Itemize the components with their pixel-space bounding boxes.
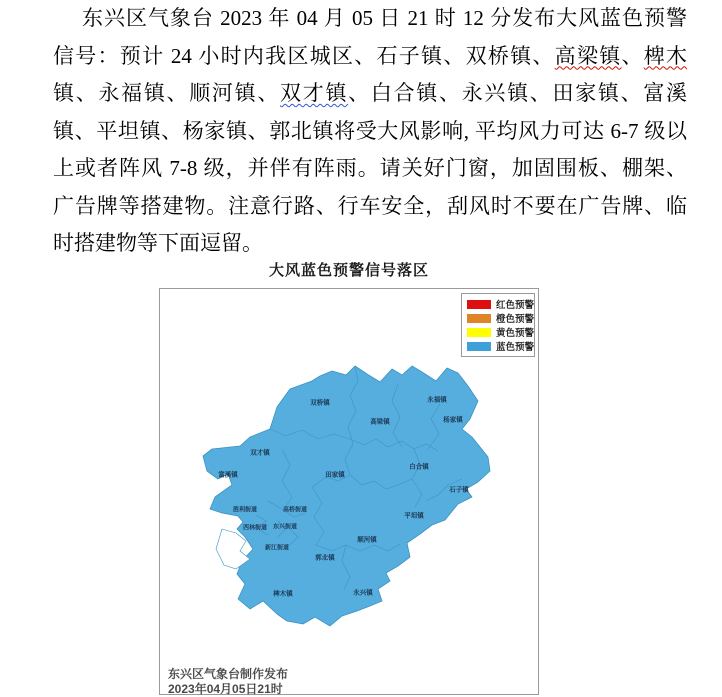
spellcheck-marked-text: 椑木 — [643, 43, 688, 68]
warning-text-line — [53, 113, 687, 151]
legend-label: 黄色预警 — [496, 328, 535, 339]
map-town-label: 高梁镇 — [370, 418, 390, 426]
legend-color-swatch — [467, 300, 491, 309]
legend-label: 橙色预警 — [496, 314, 535, 325]
warning-text-line — [53, 188, 687, 226]
warning-text-line — [53, 75, 687, 113]
legend-color-swatch — [467, 314, 491, 323]
legend-color-swatch — [467, 342, 491, 351]
map-town-label: 西林街道 — [242, 525, 268, 532]
map-attribution-line2: 2023年04月05日21时 — [168, 682, 283, 696]
map-town-label: 郭北镇 — [315, 554, 335, 562]
warning-text-segment: 信号：预计 24 小时内我区城区、石子镇、双桥镇、 — [53, 43, 555, 68]
legend-color-swatch — [467, 328, 491, 337]
legend-row — [467, 340, 535, 353]
map-town-label: 顺河镇 — [357, 536, 377, 544]
map-town-label: 双桥镇 — [310, 399, 330, 407]
map-town-label: 永兴镇 — [353, 589, 373, 597]
warning-text-segment: 上或者阵风 7-8 级，并伴有阵雨。请关好门窗，加固围板、棚架、 — [53, 156, 687, 180]
warning-text-line — [53, 0, 687, 38]
map-town-label: 白合镇 — [409, 463, 429, 471]
warning-text-segment: 镇、永福镇、顺河镇、 — [53, 81, 281, 105]
map-town-label: 胜利街道 — [232, 507, 258, 514]
warning-text-line — [53, 150, 687, 188]
map-town-label: 杨家镇 — [443, 416, 463, 424]
warning-text-segment: 东兴区气象台 2023 年 04 月 05 日 21 时 12 分发布大风蓝色预警 — [82, 6, 687, 30]
map-title: 大风蓝色预警信号落区 — [268, 262, 429, 279]
spellcheck-marked-text: 高梁镇 — [554, 43, 622, 68]
legend-label: 红色预警 — [496, 300, 535, 311]
legend-row — [467, 298, 535, 311]
legend-row — [467, 326, 535, 339]
legend-label: 蓝色预警 — [496, 342, 535, 353]
warning-text-segment: 广告牌等搭建物。注意行路、行车安全，刮风时不要在广告牌、临 — [53, 193, 687, 218]
map-attribution-line1: 东兴区气象台制作发布 — [168, 667, 289, 681]
warning-map-figure — [159, 288, 539, 695]
legend-row — [467, 312, 535, 325]
warning-paragraph — [53, 0, 687, 263]
map-town-label: 高桥街道 — [282, 507, 308, 514]
warning-text-segment: 时搭建物等下面逗留。 — [53, 231, 263, 255]
map-town-label: 东兴街道 — [272, 524, 298, 531]
map-town-label: 新江街道 — [264, 545, 290, 552]
spellcheck-marked-text: 双才镇 — [280, 81, 349, 105]
map-town-label: 椑木镇 — [273, 590, 293, 598]
map-legend — [461, 293, 535, 357]
warning-text-segment: 、白合镇、永兴镇、田家镇、富溪 — [348, 81, 688, 105]
warning-text-segment: 镇、平坦镇、杨家镇、郭北镇将受大风影响, 平均风力可达 6-7 级以 — [53, 118, 687, 143]
warning-text-segment: 、 — [621, 43, 644, 68]
map-town-label: 平坦镇 — [404, 512, 424, 520]
map-town-label: 双才镇 — [250, 449, 270, 457]
map-town-label: 富溪镇 — [218, 471, 238, 479]
map-town-label: 永福镇 — [427, 396, 447, 404]
map-town-label: 田家镇 — [325, 471, 345, 479]
warning-text-line — [53, 38, 687, 76]
warning-text-line — [53, 225, 687, 263]
map-town-label: 石子镇 — [449, 486, 469, 494]
